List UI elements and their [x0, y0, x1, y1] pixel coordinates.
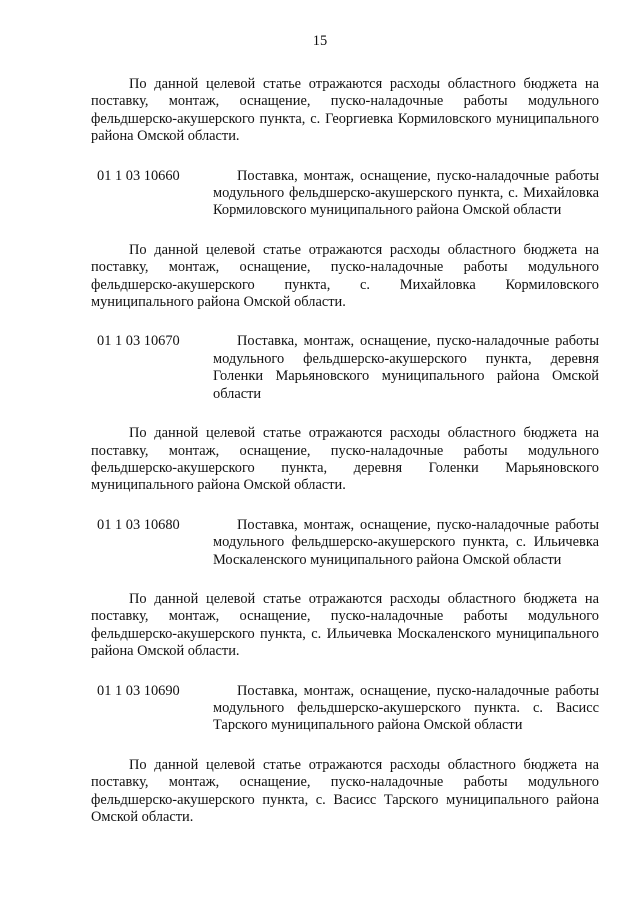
budget-code: 01 1 03 10670 [97, 333, 180, 350]
budget-item [91, 517, 599, 569]
paragraph-description: По данной целевой статье отражаются расходы областного бюджета на поставку, монтаж, оснащение, пуско-наладочные работы модульного фельдшерско-акушерского пункта, с. Михайловка Кормиловского муниципального района Омской области. [91, 241, 599, 311]
budget-item [91, 168, 599, 220]
budget-code: 01 1 03 10690 [97, 682, 180, 699]
paragraph-description: По данной целевой статье отражаются расходы областного бюджета на поставку, монтаж, оснащение, пуско-наладочные работы модульного фельдшерско-акушерского пункта, с. Георгиевка Кормиловского муниципального района Омской области. [91, 76, 599, 145]
budget-item [91, 683, 599, 735]
page-number: 15 [312, 33, 328, 49]
paragraph-description: По данной целевой статье отражаются расходы областного бюджета на поставку, монтаж, оснащение, пуско-наладочные работы модульного фельдшерско-акушерского пункта, с. Ильичевка Москаленского муниципального района Омской области. [91, 590, 599, 660]
budget-item [91, 333, 599, 403]
budget-item-title: Поставка, монтаж, оснащение, пуско-наладочные работы модульного фельдшерско-акушерского пункта. с. Васисс Тарского муниципального района Омской области [213, 682, 599, 734]
budget-code: 01 1 03 10660 [97, 167, 180, 184]
budget-code: 01 1 03 10680 [97, 516, 180, 533]
document-body [91, 76, 599, 848]
budget-item-title: Поставка, монтаж, оснащение, пуско-наладочные работы модульного фельдшерско-акушерского пункта, деревня Голенки Марьяновского муниципального района Омской области [213, 333, 599, 402]
budget-item-title: Поставка, монтаж, оснащение, пуско-наладочные работы модульного фельдшерско-акушерского пункта, с. Михайловка Кормиловского муниципального района Омской области [213, 167, 599, 219]
budget-item-title: Поставка, монтаж, оснащение, пуско-наладочные работы модульного фельдшерско-акушерского пункта, с. Ильичевка Москаленского муниципального района Омской области [213, 516, 599, 568]
paragraph-description: По данной целевой статье отражаются расходы областного бюджета на поставку, монтаж, оснащение, пуско-наладочные работы модульного фельдшерско-акушерского пункта, с. Васисс Тарского муниципального района Омской области. [91, 756, 599, 825]
paragraph-description: По данной целевой статье отражаются расходы областного бюджета на поставку, монтаж, оснащение, пуско-наладочные работы модульного фельдшерско-акушерского пункта, деревня Голенки Марьяновского муниципального района Омской области. [91, 425, 599, 494]
